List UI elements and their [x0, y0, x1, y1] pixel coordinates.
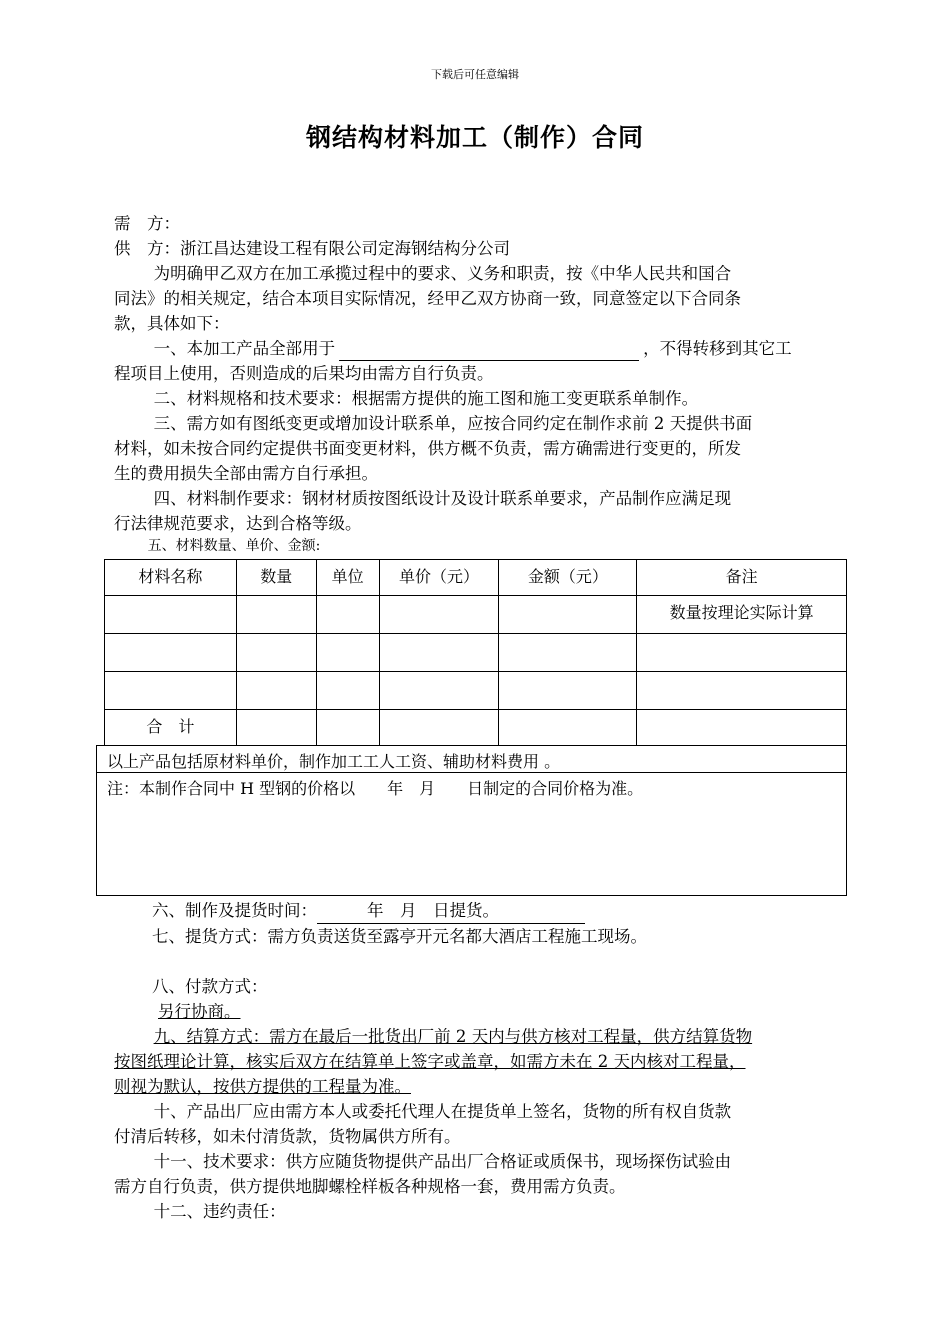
table-cell [105, 634, 237, 672]
table-cell [379, 672, 499, 710]
table-cell [236, 596, 316, 634]
table-cell [236, 710, 316, 746]
clause1-suffix: ，不得转移到其它工 [643, 339, 792, 358]
table-cell [316, 710, 379, 746]
buyer-label: 需 方： [114, 214, 180, 233]
header-unit-price: 单价（元） [379, 560, 499, 596]
clause3-line-3: 生的费用损失全部由需方自行承担。 [114, 464, 378, 483]
table-cell [379, 710, 499, 746]
supplier-label: 供 方： [114, 239, 180, 258]
delivery-date-blank: 年 月 日提货。 [317, 898, 585, 924]
clause11-line-2: 需方自行负责，供方提供地脚螺栓样板各种规格一套，费用需方负责。 [114, 1177, 626, 1196]
total-label-cell: 合 计 [105, 710, 237, 746]
clause9-line-3 [114, 1074, 848, 1099]
clause5-title: 五、材料数量、单价、金额: [147, 538, 321, 554]
table-cell [316, 634, 379, 672]
table-cell: 数量按理论实际计算 [637, 596, 847, 634]
table-cell [637, 672, 847, 710]
preamble-line-1: 为明确甲乙双方在加工承揽过程中的要求、义务和职责，按《中华人民共和国合 [153, 264, 732, 283]
header-quantity: 数量 [236, 560, 316, 596]
table-header-row [105, 560, 847, 596]
clause9-text-3: 则视为默认，按供方提供的工程量为准。 [114, 1077, 411, 1096]
clause3-line-2: 材料，如未按合同约定提供书面变更材料，供方概不负责，需方确需进行变更的，所发 [114, 439, 741, 458]
clause9-line-1 [114, 1024, 848, 1049]
table-cell [316, 672, 379, 710]
clause9-line-2 [114, 1049, 848, 1074]
h-steel-price-note: 注：本制作合同中 H 型钢的价格以 年 月 日制定的合同价格为准。 [96, 773, 847, 896]
clause1-prefix: 一、本加工产品全部用于 [153, 339, 336, 358]
clause4-line-1: 四、材料制作要求：钢材材质按图纸设计及设计联系单要求，产品制作应满足现 [153, 489, 732, 508]
clause9-text-1: 九、结算方式：需方在最后一批货出厂前 2 天内与供方核对工程量，供方结算货物 [153, 1027, 753, 1046]
clause1-line-1 [114, 336, 848, 361]
preamble-line-2: 同法》的相关规定，结合本项目实际情况，经甲乙双方协商一致，同意签定以下合同条 [114, 289, 741, 308]
table-cell [105, 672, 237, 710]
buyer-line [114, 211, 848, 236]
clause8-title: 八、付款方式： [152, 977, 268, 996]
header-material-name: 材料名称 [105, 560, 237, 596]
document-title: 钢结构材料加工（制作）合同 [305, 123, 644, 152]
clause6 [114, 898, 848, 924]
clause2: 二、材料规格和技术要求：根据需方提供的施工图和施工变更联系单制作。 [153, 389, 699, 408]
table-cell [499, 634, 637, 672]
table-cell [637, 634, 847, 672]
table-row [105, 634, 847, 672]
clause1-line-2: 程项目上使用，否则造成的后果均由需方自行负责。 [114, 364, 494, 383]
price-includes-note: 以上产品包括原材料单价，制作加工工人工资、辅助材料费用 。 [96, 745, 847, 773]
clause7: 七、提货方式：需方负责送货至露亭开元名都大酒店工程施工现场。 [152, 927, 647, 946]
header-amount: 金额（元） [499, 560, 637, 596]
clause4-line-2: 行法律规范要求，达到合格等级。 [114, 514, 362, 533]
table-cell [637, 710, 847, 746]
header-note: 下载后可任意编辑 [431, 68, 519, 81]
clause3-line-1: 三、需方如有图纸变更或增加设计联系单，应按合同约定在制作求前 2 天提供书面 [153, 414, 753, 433]
table-cell [499, 710, 637, 746]
table-cell [499, 672, 637, 710]
table-cell [316, 596, 379, 634]
clause10-line-2: 付清后转移，如未付清货款，货物属供方所有。 [114, 1127, 461, 1146]
header-remarks: 备注 [637, 560, 847, 596]
table-cell [236, 634, 316, 672]
materials-table [104, 559, 847, 746]
clause6-prefix: 六、制作及提货时间： [152, 901, 317, 920]
supplier-line [114, 236, 848, 261]
table-cell [379, 596, 499, 634]
clause11-line-1: 十一、技术要求：供方应随货物提供产品出厂合格证或质保书，现场探伤试验由 [153, 1152, 732, 1171]
preamble-line-3: 款，具体如下： [114, 314, 230, 333]
clause8-value: 另行协商。 [158, 1002, 241, 1021]
supplier-value: 浙江昌达建设工程有限公司定海钢结构分公司 [180, 239, 510, 258]
table-row [105, 672, 847, 710]
table-total-row [105, 710, 847, 746]
clause9-text-2: 按图纸理论计算，核实后双方在结算单上签字或盖章，如需方未在 2 天内核对工程量， [114, 1052, 746, 1071]
header-unit: 单位 [316, 560, 379, 596]
spacer [114, 949, 848, 974]
clause8-value-line [114, 999, 848, 1024]
contract-closing [114, 898, 848, 1224]
table-cell [499, 596, 637, 634]
table-row [105, 596, 847, 634]
contract-opening [114, 211, 848, 536]
table-cell [105, 596, 237, 634]
clause12-title: 十二、违约责任： [153, 1202, 286, 1221]
project-blank [339, 342, 639, 361]
table-cell [379, 634, 499, 672]
table-cell [236, 672, 316, 710]
clause5-title-wrap [114, 536, 848, 556]
clause10-line-1: 十、产品出厂应由需方本人或委托代理人在提货单上签名，货物的所有权自货款 [153, 1102, 732, 1121]
